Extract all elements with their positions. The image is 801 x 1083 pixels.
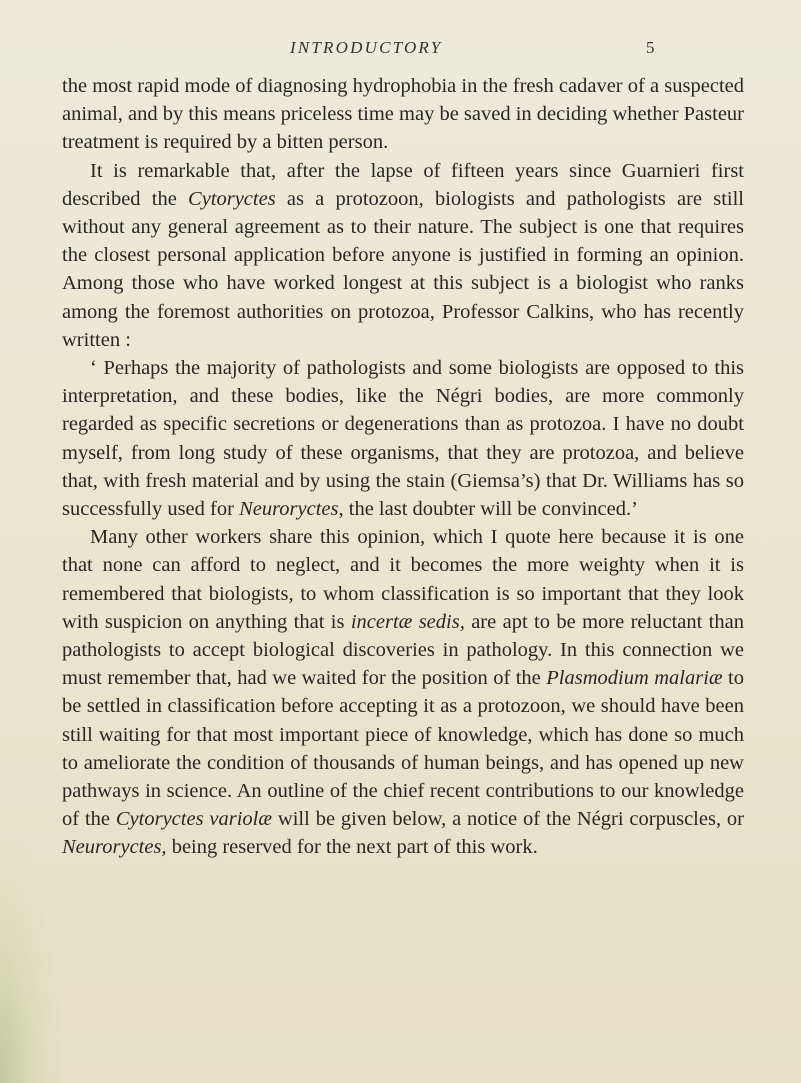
quotation-paragraph [62,354,744,523]
page-number: 5 [646,38,655,57]
italic-term: Neuroryctes, [62,836,167,859]
text-segment: as a protozoon, biologists and pathologists are still without any general agreement as to their nature. The subject is one that requires the closest personal application before anyone is justified in forming an opinion. Among those who have worked longest at this subject is a biologist who ranks among the foremost authorities on protozoa, Professor Calkins, who has recently written : [62,187,744,351]
paragraph-2 [62,157,744,354]
body-text [62,72,744,862]
italic-term: incertæ sedis, [350,610,465,633]
italic-term: Cytoryctes [188,187,276,210]
text-segment: will be given below, a notice of the Négri corpuscles, or [272,808,745,831]
page-edge-shading [0,843,60,1083]
running-head: INTRODUCTORY [290,38,443,57]
text-segment: It is remarkable that, after the lapse of fifteen years since Guarnieri first described the [62,159,744,210]
text-segment: are apt to be more reluctant than pathologists to accept biological discoveries in pathology. In this connection we must remember that, had we waited for the position of the [62,610,744,690]
italic-term: Plasmodium malariæ [546,667,723,690]
text-segment: the most rapid mode of diagnosing hydrophobia in the fresh cadaver of a suspected animal, and by this means priceless time may be saved in deciding whether Pasteur treatment is required by a bitten person. [62,75,745,154]
italic-term: Neuroryctes, [239,498,344,521]
text-segment: ‘ Perhaps the majority of pathologists and some biologists are opposed to this interpretation, and these bodies, like the Négri bodies, are more commonly regarded as specific secretions or degenerations than as protozoa. I have no doubt myself, from long study of these organisms, that they are protozoa, and believe that, with fresh material and by using the stain (Giemsa’s) that Dr. Williams has so successfully used for [62,357,744,521]
text-segment: to be settled in classification before accepting it as a protozoon, we should have been still waiting for that most important piece of knowledge, which has done so much to ameliorate the condition of thousands of human beings, and has opened up new pathways in science. An outline of the chief recent contributions to our knowledge of the [62,667,744,831]
paragraph-1 [62,72,744,157]
paragraph-4 [62,523,744,861]
italic-term: Cytoryctes variolæ [115,808,273,831]
text-segment: the last doubter will be convinced.’ [343,498,638,521]
text-segment: being reserved for the next part of this work. [166,836,538,859]
text-segment: Many other workers share this opinion, which I quote here because it is one that none can afford to neglect, and it becomes the more weighty when it is remembered that biologists, to whom classification is so important that they look with suspicion on anything that is [62,526,744,633]
page-header [0,38,801,68]
